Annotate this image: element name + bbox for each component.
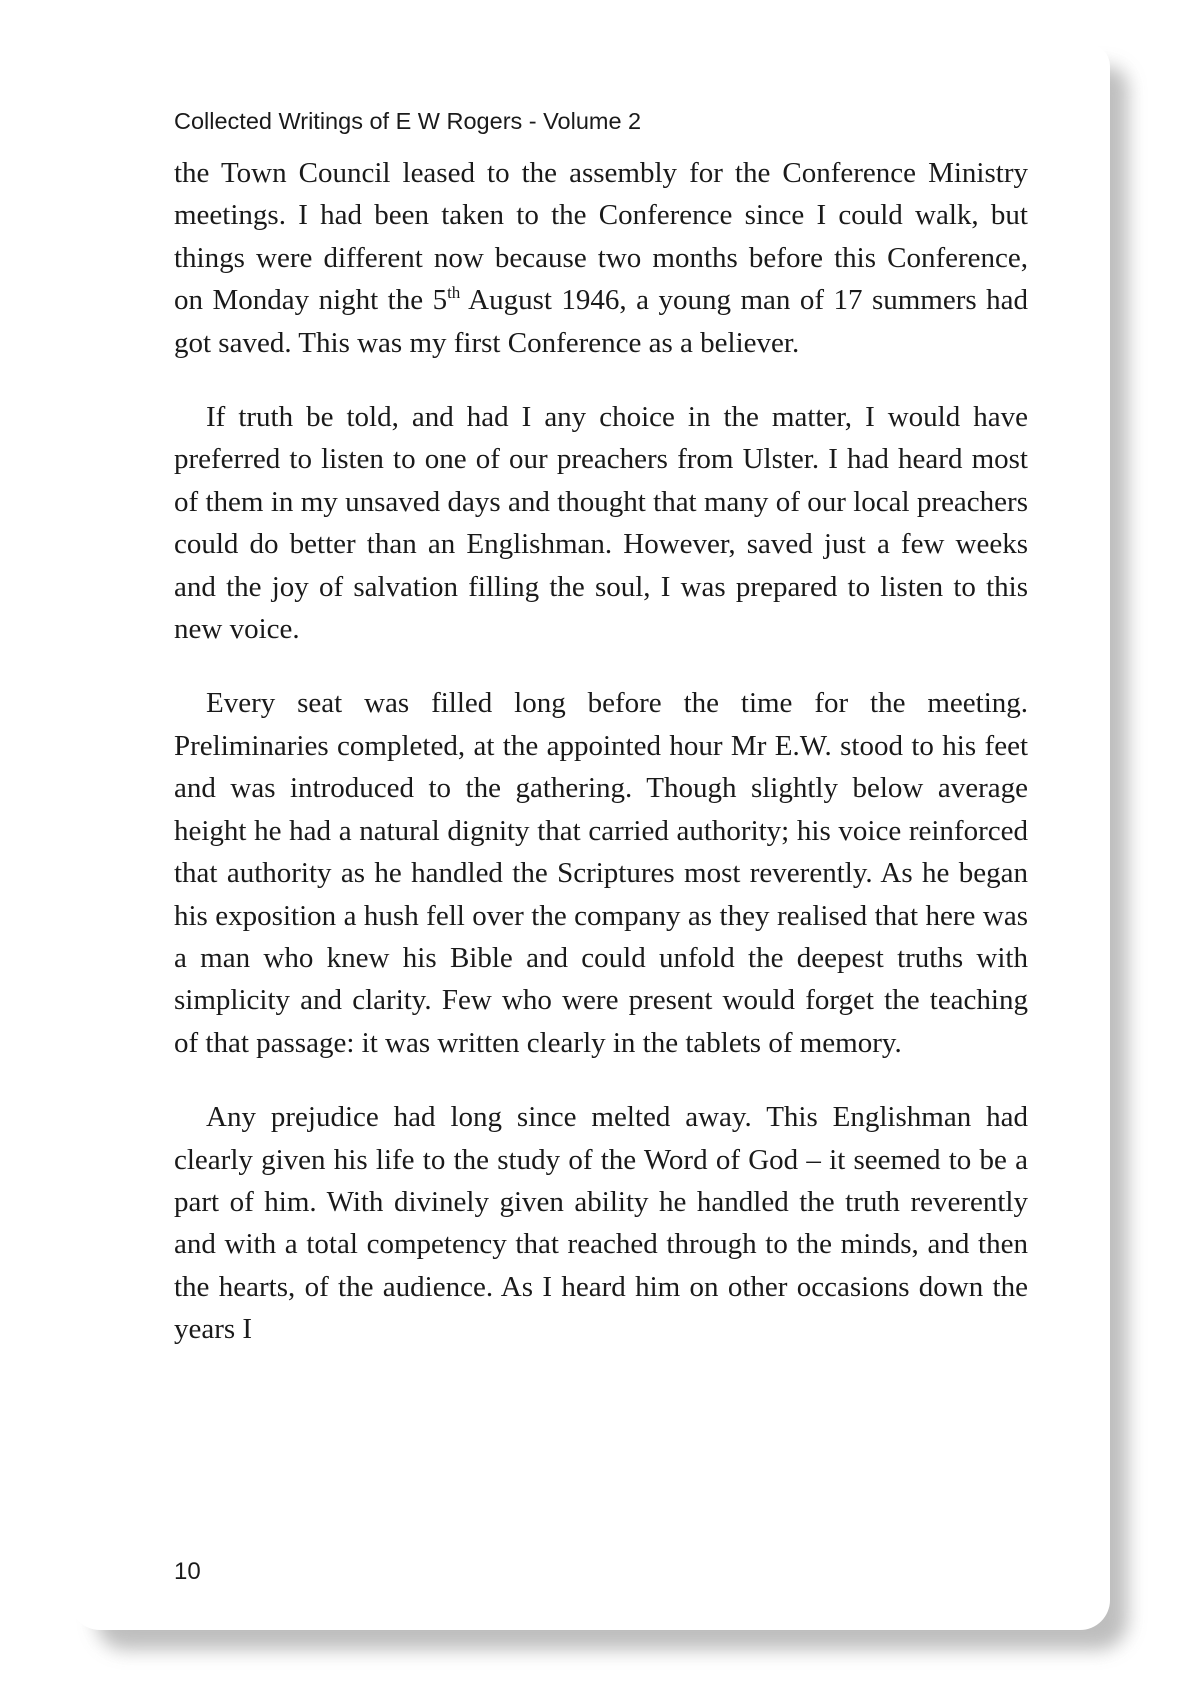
page-number: 10 — [174, 1558, 201, 1585]
paragraph-2: If truth be told, and had I any choice in the matter, I would have preferred to listen to one of our preachers from Ulster. I had heard most of them in my unsaved days and thought that many of our local preachers could do better than an Englishman. However, saved just a few weeks and the joy of salvation filling the soul, I was prepared to listen to this new voice. — [174, 401, 1028, 646]
body-text — [174, 152, 1028, 1351]
book-page — [70, 44, 1110, 1630]
paragraph-1-text-a: the Town Council leased to the assembly for the Conference Ministry meetings. I had been taken to the Conference since I could walk, but things were different now because two months before this Conference, on Monday night the 5 — [174, 157, 1028, 317]
ordinal-suffix: th — [447, 283, 461, 303]
running-head: Collected Writings of E W Rogers - Volume 2 — [174, 108, 642, 134]
paragraph-1 — [174, 152, 1028, 364]
paragraph-3: Every seat was filled long before the time for the meeting. Preliminaries completed, at the appointed hour Mr E.W. stood to his feet and was introduced to the gathering. Though slightly below average height he had a natural dignity that carried authority; his voice reinforced that authority as he handled the Scriptures most reverently. As he began his exposition a hush fell over the company as they realised that here was a man who knew his Bible and could unfold the deepest truths with simplicity and clarity. Few who were present would forget the teaching of that passage: it was written clearly in the tablets of memory. — [174, 687, 1028, 1059]
paragraph-1-text-b: August 1946, a young man of 17 summers had got saved. This was my first Conference as a believer. — [174, 284, 1028, 359]
paragraph-4: Any prejudice had long since melted away. This Englishman had clearly given his life to the study of the Word of God – it seemed to be a part of him. With divinely given ability he handled the truth reverently and with a total competency that reached through to the minds, and then the hearts, of the audience. As I heard him on other occasions down the years I — [174, 1101, 1028, 1346]
